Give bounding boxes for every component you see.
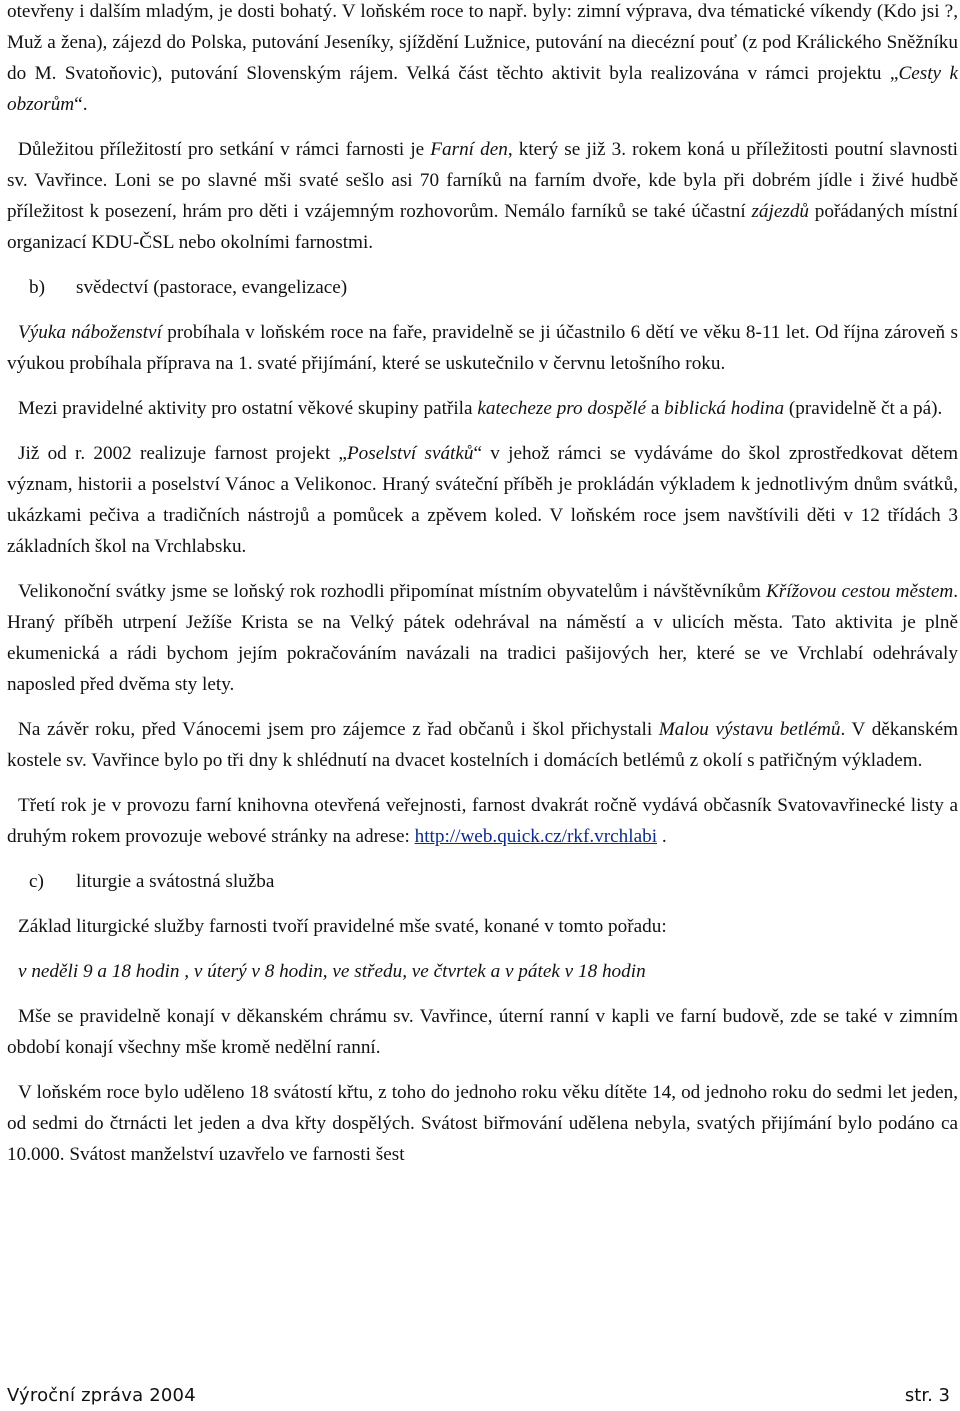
paragraph-text: Základ liturgické služby farnosti tvoří pravidelné mše svaté, konané v tomto pořadu:	[18, 916, 667, 937]
section-heading-b	[7, 272, 958, 303]
paragraph-text: a	[646, 398, 665, 419]
page-number: str. 3	[904, 1385, 950, 1406]
paragraph-text: Již od r. 2002 realizuje farnost projekt „	[18, 443, 347, 464]
emphasis-text: zájezdů	[751, 201, 809, 222]
paragraph-text: Mše se pravidelně konají v děkanském chrámu sv. Vavřince, úterní ranní v kapli ve farní budově, zde se také v zimním období konají všechny mše kromě nedělní ranní.	[7, 1006, 958, 1058]
paragraph	[7, 317, 958, 379]
paragraph	[7, 790, 958, 852]
paragraph-text: probíhala v loňském roce na faře, pravidelně se ji účastnilo 6 dětí ve věku 8-11 let. Od října zároveň s výukou probíhala příprava na 1. svaté přijímání, které se uskutečnilo v červnu letošního roku.	[7, 322, 958, 374]
paragraph-text: Na závěr roku, před Vánocemi jsem pro zájemce z řad občanů i škol přichystali	[18, 719, 659, 740]
mass-schedule: v neděli 9 a 18 hodin , v úterý v 8 hodin, ve středu, ve čtvrtek a v pátek v 18 hodin	[18, 961, 646, 982]
emphasis-text: Poselství svátků	[346, 443, 474, 464]
section-title: liturgie a svátostná služba	[76, 871, 275, 892]
emphasis-text: katecheze pro dospělé	[477, 398, 647, 419]
text-block-c	[7, 911, 958, 942]
paragraph	[7, 1001, 958, 1063]
page-footer	[7, 1382, 950, 1410]
paragraph-text: Mezi pravidelné aktivity pro ostatní věkové skupiny patřila	[18, 398, 478, 419]
emphasis-text: Cesty k obzorům	[7, 63, 958, 115]
section-title: svědectví (pastorace, evangelizace)	[76, 277, 348, 298]
paragraph-text: Velikonoční svátky jsme se loňský rok rozhodli připomínat místním obyvatelům i návštěvníkům	[18, 581, 766, 602]
text-block-top	[7, 0, 958, 258]
paragraph-text: pořádaných místní organizací KDU-ČSL nebo okolními farnostmi.	[7, 201, 958, 253]
text-block-b	[7, 317, 958, 852]
paragraph	[7, 134, 958, 258]
website-link[interactable]: http://web.quick.cz/rkf.vrchlabi	[414, 826, 658, 847]
section-label: b)	[29, 277, 45, 298]
paragraph	[7, 438, 958, 562]
paragraph-text: (pravidelně čt a pá).	[784, 398, 943, 419]
paragraph	[7, 0, 958, 120]
paragraph	[7, 714, 958, 776]
paragraph-text: V loňském roce bylo uděleno 18 svátostí křtu, z toho do jednoho roku věku dítěte 14, od jednoho roku do sedmi let jeden, od sedmi do čtrnácti let jeden a dva křty dospělých. Svátost biřmování udělena nebyla, svatých přijímání bylo podáno ca 10.000. Svátost manželství uzavřelo ve farnosti šest	[7, 1082, 958, 1165]
emphasis-text: Křížovou cestou městem	[766, 581, 954, 602]
text-block-c2	[7, 1001, 958, 1170]
footer-title: Výroční zpráva 2004	[7, 1385, 196, 1406]
paragraph-text: . V děkanském kostele sv. Vavřince bylo po tři dny k shlédnutí na dvacet kostelních i domácích betlémů z okolí s patřičným výkladem.	[7, 719, 959, 771]
paragraph-text: Důležitou příležitostí pro setkání v rámci farnosti je	[18, 139, 431, 160]
section-label: c)	[29, 871, 44, 892]
emphasis-text: Farní den	[430, 139, 508, 160]
paragraph-text: otevřeny i dalším mladým, je dosti bohatý. V loňském roce to např. byly: zimní výprava, dva tématické víkendy (Kdo jsi ?, Muž a žena), zájezd do Polska, putování Jeseníky, sjíždění Lužnice, putování na diecézní pouť (z pod Králického Sněžníku do M. Svatoňovic), putování Slovenským rájem. Velká část těchto aktivit byla realizována v rámci projektu „	[7, 1, 958, 84]
paragraph-text: , který se již 3. rokem koná u příležitosti poutní slavnosti sv. Vavřince. Loni se po slavné mši svaté sešlo asi 70 farníků na farním dvoře, kde byla při dobrém jídle i živé hudbě příležitost k posezení, hrám pro děti i vzájemným rozhovorům. Nemálo farníků se také účastní	[7, 139, 958, 222]
paragraph-text: “ v jehož rámci se vydáváme do škol zprostředkovat dětem význam, historii a poselství Vánoc a Velikonoc. Hraný sváteční příběh je prokládán výkladem k jednotlivým dnům svátků, ukázkami pečiva a tradičních nástrojů a pomůcek a zpěvem koled. V loňském roce jsem navštívili děti v 12 třídách 3 základních škol na Vrchlabsku.	[7, 443, 958, 557]
paragraph-text: . Hraný příběh utrpení Ježíše Krista se na Velký pátek odehrával na náměstí a v ulicích města. Tato aktivita je plně ekumenická a rádi bychom jejím pokračováním navázali na tradici pašijových her, které se ve Vrchlabí odehrávaly naposled před dvěma sty lety.	[7, 581, 958, 695]
paragraph	[7, 393, 958, 424]
document-page	[7, 0, 958, 1184]
paragraph-text: Třetí rok je v provozu farní knihovna otevřená veřejnosti, farnost dvakrát ročně vydává občasník Svatovavřinecké listy a druhým rokem provozuje webové stránky na adrese:	[7, 795, 958, 847]
section-heading-c	[7, 866, 958, 897]
paragraph-text: “.	[74, 94, 88, 115]
paragraph-text: .	[657, 826, 667, 847]
paragraph	[7, 911, 958, 942]
emphasis-text: Výuka náboženství	[18, 322, 162, 343]
paragraph	[7, 1077, 958, 1170]
emphasis-text: biblická hodina	[664, 398, 785, 419]
paragraph	[7, 576, 958, 700]
emphasis-text: Malou výstavu betlémů	[658, 719, 841, 740]
